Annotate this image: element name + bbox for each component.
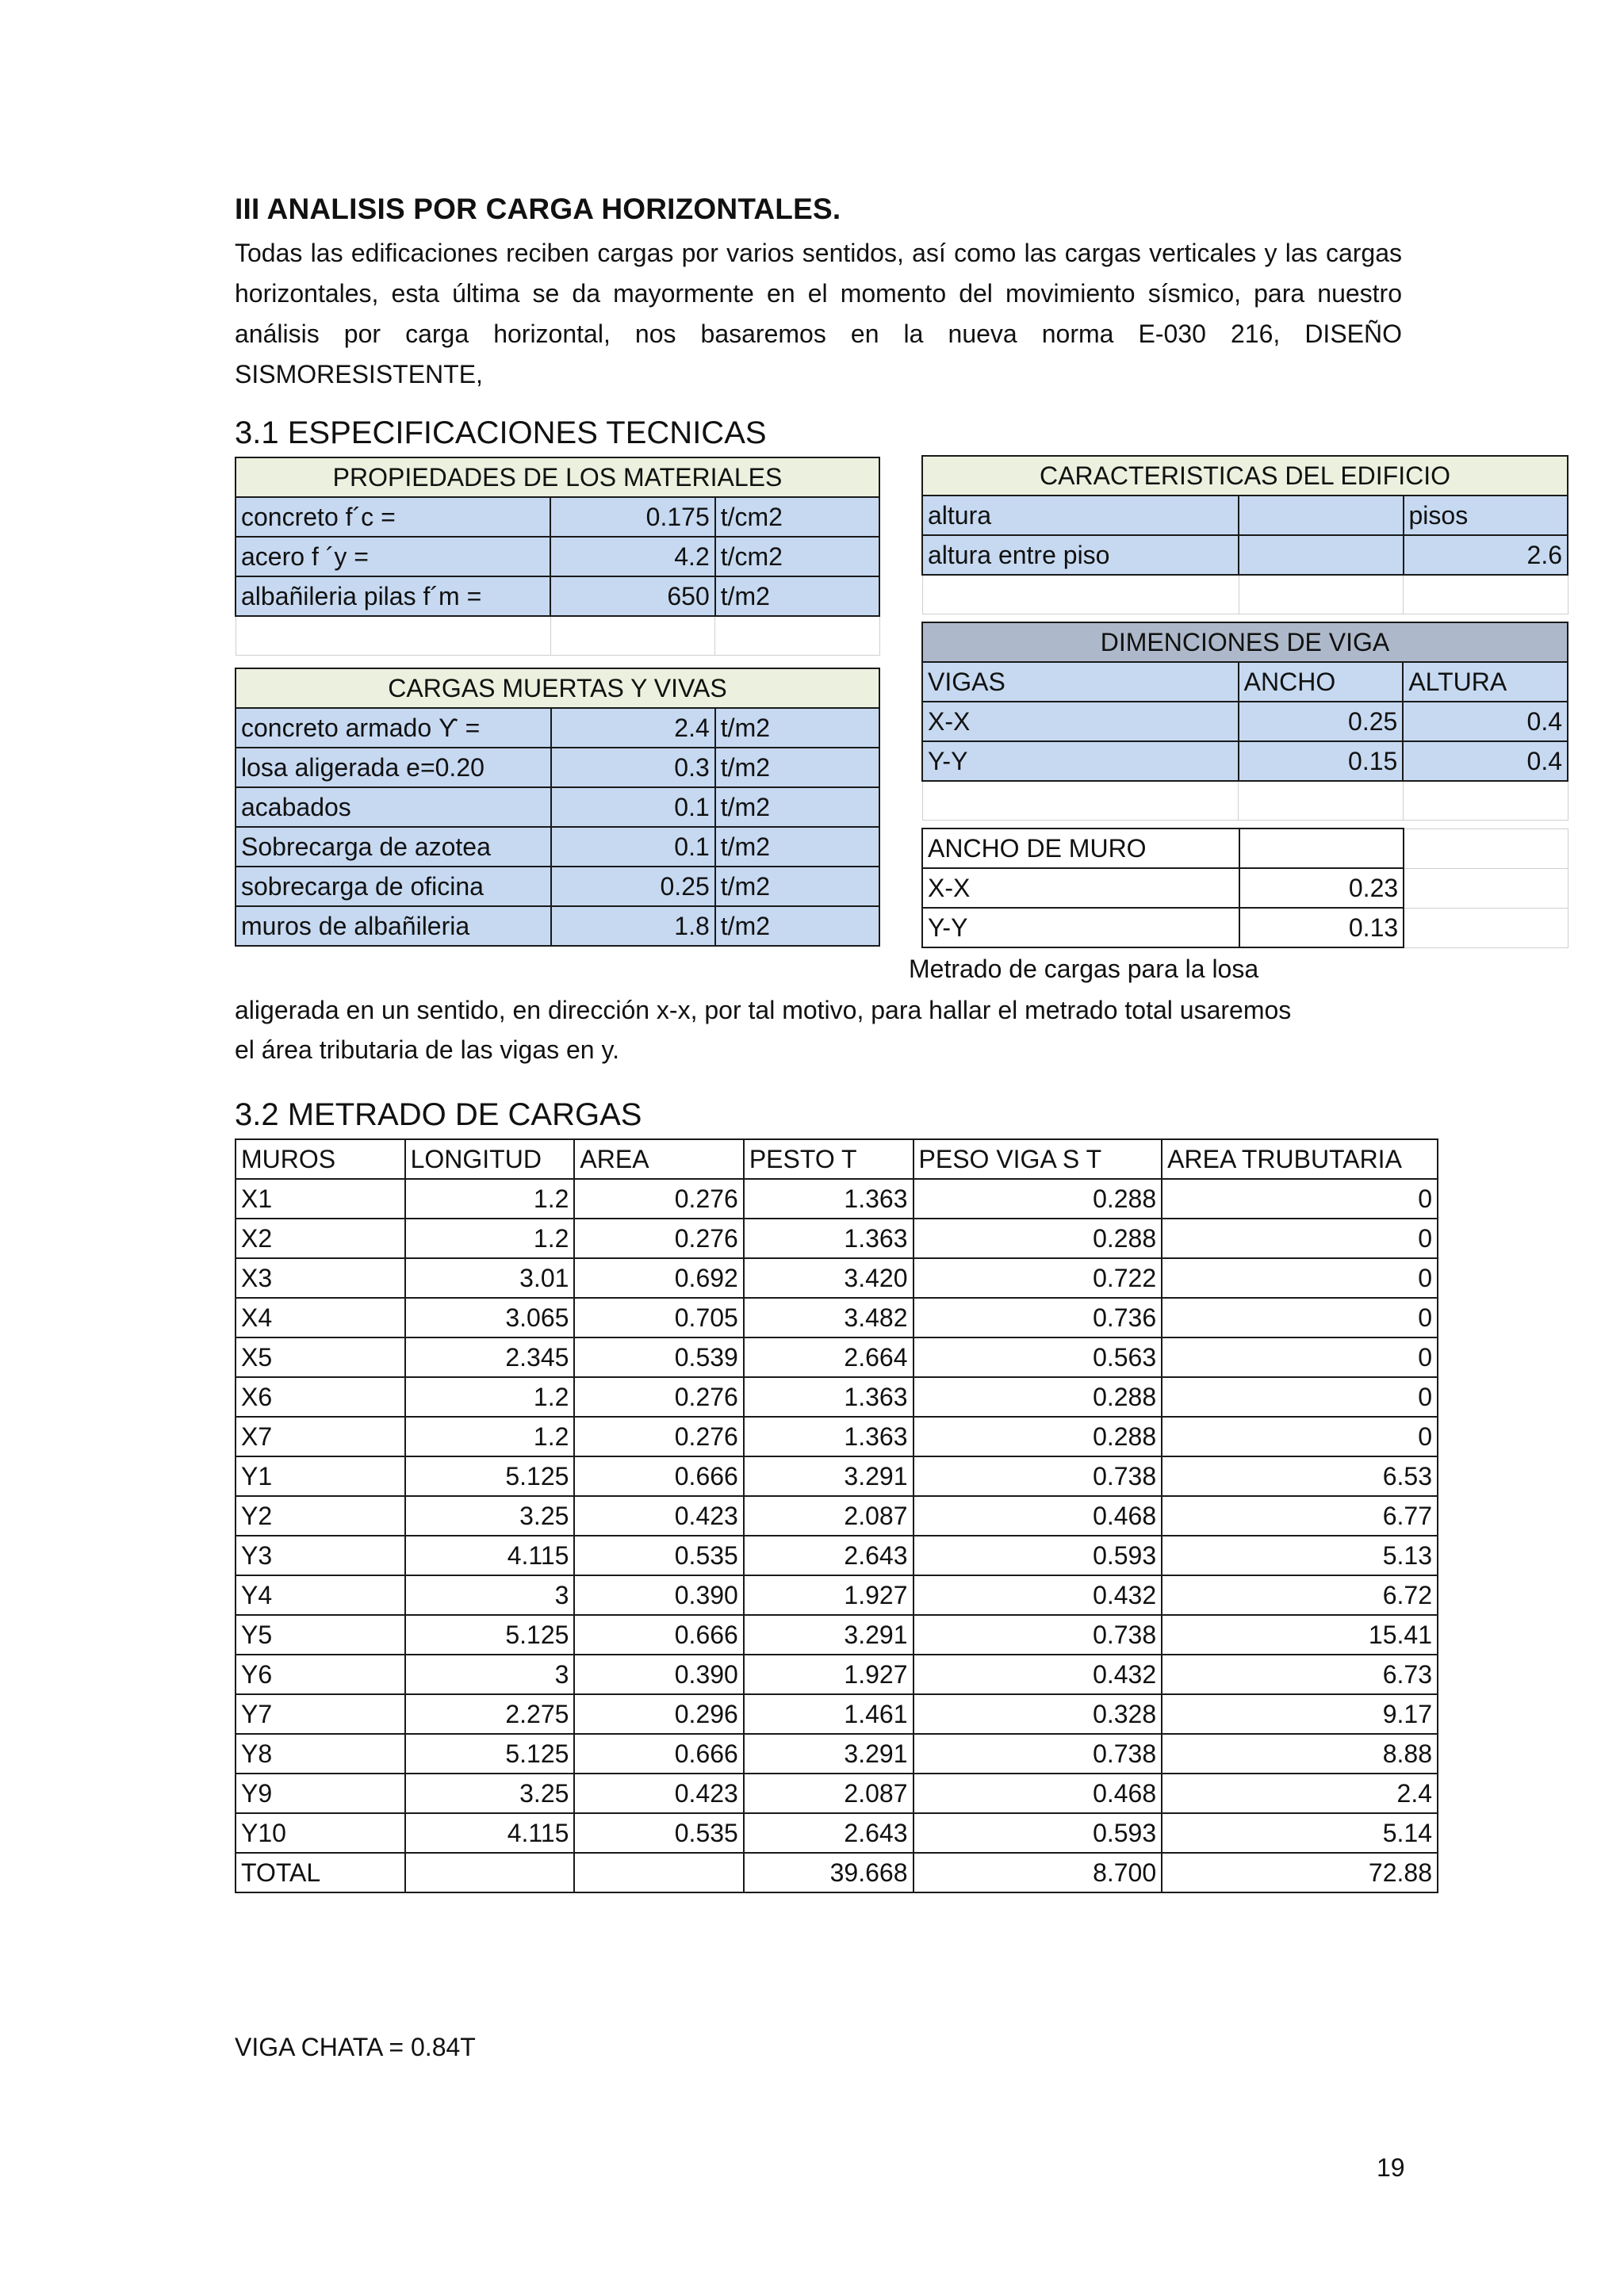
beam-height: 0.4 <box>1403 702 1568 741</box>
metrado-cell: 6.77 <box>1162 1496 1438 1536</box>
load-unit: t/m2 <box>715 827 879 867</box>
beam-height: 0.4 <box>1403 741 1568 781</box>
material-unit: t/m2 <box>715 576 879 616</box>
beam-axis: Y-Y <box>922 741 1239 781</box>
section-1-title: 3.1 ESPECIFICACIONES TECNICAS <box>235 415 767 450</box>
wall-id: Y7 <box>236 1694 405 1734</box>
metrado-cell: 9.17 <box>1162 1694 1438 1734</box>
metrado-cell: 3.482 <box>744 1298 914 1337</box>
metrado-cell: 0 <box>1162 1298 1438 1337</box>
wall-id: X6 <box>236 1377 405 1417</box>
building-value <box>1239 535 1403 575</box>
wall-id: Y6 <box>236 1655 405 1694</box>
metrado-cell: 1.2 <box>405 1219 575 1258</box>
material-label: acero f ´y = <box>236 537 550 576</box>
intro-paragraph: Todas las edificaciones reciben cargas por varios sentidos, así como las cargas verticales y las cargas horizontales, esta última se da mayormente en el momento del movimiento sísmico, para nuestro análisis por carga horizontal, nos basaremos en la nueva norma E-030 216, DISEÑO SISMORESISTENTE, <box>235 239 1402 388</box>
beam-title: DIMENCIONES DE VIGA <box>922 622 1568 662</box>
table-row <box>236 748 879 787</box>
column-header: MUROS <box>236 1139 405 1179</box>
metrado-cell: 4.115 <box>405 1813 575 1853</box>
load-value: 2.4 <box>551 708 715 748</box>
table-row <box>236 1377 1438 1417</box>
total-cell: 8.700 <box>914 1853 1162 1892</box>
metrado-cell: 6.73 <box>1162 1655 1438 1694</box>
metrado-cell: 0.468 <box>914 1496 1162 1536</box>
wall-id: Y9 <box>236 1774 405 1813</box>
load-unit: t/m2 <box>715 906 879 946</box>
metrado-cell: 0.539 <box>574 1337 743 1377</box>
metrado-cell: 2.087 <box>744 1774 914 1813</box>
metrado-cell: 6.72 <box>1162 1575 1438 1615</box>
metrado-cell: 0.722 <box>914 1258 1162 1298</box>
metrado-cell: 3.25 <box>405 1774 575 1813</box>
load-label: Sobrecarga de azotea <box>236 827 551 867</box>
metrado-cell: 3.291 <box>744 1734 914 1774</box>
metrado-cell: 0.535 <box>574 1813 743 1853</box>
total-cell: 72.88 <box>1162 1853 1438 1892</box>
load-unit: t/m2 <box>715 867 879 906</box>
metrado-cell: 0.666 <box>574 1456 743 1496</box>
wall-axis: X-X <box>922 868 1239 908</box>
wall-axis: Y-Y <box>922 908 1239 947</box>
load-label: muros de albañileria <box>236 906 551 946</box>
metrado-cell: 0.296 <box>574 1694 743 1734</box>
table-row <box>922 868 1568 908</box>
table-row <box>236 1575 1438 1615</box>
metrado-cell: 0.276 <box>574 1179 743 1219</box>
load-unit: t/m2 <box>715 787 879 827</box>
material-label: albañileria pilas f´m = <box>236 576 550 616</box>
metrado-cell: 0.423 <box>574 1496 743 1536</box>
metrado-cell: 6.53 <box>1162 1456 1438 1496</box>
material-label: concreto f´c = <box>236 497 550 537</box>
material-unit: t/cm2 <box>715 497 879 537</box>
metrado-cell: 0.593 <box>914 1813 1162 1853</box>
page-number: 19 <box>1377 2153 1405 2182</box>
beam-width: 0.25 <box>1239 702 1404 741</box>
wall-width-value: 0.13 <box>1239 908 1404 947</box>
load-value: 0.25 <box>551 867 715 906</box>
table-row <box>236 827 879 867</box>
total-cell <box>405 1853 575 1892</box>
wall-width-table <box>921 828 1568 948</box>
column-header: AREA <box>574 1139 743 1179</box>
wall-id: X2 <box>236 1219 405 1258</box>
metrado-cell: 3.291 <box>744 1615 914 1655</box>
table-row <box>922 828 1568 868</box>
materials-table <box>235 457 880 656</box>
beam-header: ANCHO <box>1239 662 1404 702</box>
load-value: 0.3 <box>551 748 715 787</box>
wall-id: Y2 <box>236 1496 405 1536</box>
load-value: 0.1 <box>551 787 715 827</box>
table-row <box>236 1456 1438 1496</box>
metrado-cell: 1.363 <box>744 1179 914 1219</box>
metrado-cell: 2.664 <box>744 1337 914 1377</box>
metrado-cell: 0.288 <box>914 1179 1162 1219</box>
metrado-cell: 1.927 <box>744 1655 914 1694</box>
materials-title: PROPIEDADES DE LOS MATERIALES <box>236 457 879 497</box>
table-row <box>236 1179 1438 1219</box>
metrado-cell: 0.705 <box>574 1298 743 1337</box>
table-row <box>236 1417 1438 1456</box>
load-unit: t/m2 <box>715 708 879 748</box>
metrado-cell: 0.738 <box>914 1456 1162 1496</box>
section-heading: III ANALISIS POR CARGA HORIZONTALES. <box>235 193 841 225</box>
building-label: altura entre piso <box>922 535 1239 575</box>
table-row <box>922 702 1568 741</box>
load-value: 0.1 <box>551 827 715 867</box>
wall-id: Y1 <box>236 1456 405 1496</box>
building-title: CARACTERISTICAS DEL EDIFICIO <box>922 456 1568 496</box>
metrado-cell: 3.065 <box>405 1298 575 1337</box>
metrado-cell: 2.643 <box>744 1813 914 1853</box>
metrado-cell: 0 <box>1162 1377 1438 1417</box>
note-line-2: aligerada en un sentido, en dirección x-x, por tal motivo, para hallar el metrado total usaremos <box>235 996 1292 1024</box>
table-row <box>922 662 1568 702</box>
metrado-cell: 0 <box>1162 1417 1438 1456</box>
material-value: 0.175 <box>550 497 714 537</box>
loads-table <box>235 668 880 947</box>
metrado-cell: 0.328 <box>914 1694 1162 1734</box>
wall-id: X5 <box>236 1337 405 1377</box>
total-cell: 39.668 <box>744 1853 914 1892</box>
metrado-header-row <box>236 1139 1438 1179</box>
table-row <box>236 787 879 827</box>
metrado-cell: 15.41 <box>1162 1615 1438 1655</box>
metrado-cell: 3.291 <box>744 1456 914 1496</box>
wall-id: Y4 <box>236 1575 405 1615</box>
metrado-cell: 3 <box>405 1575 575 1615</box>
building-table <box>921 455 1568 614</box>
building-unit: pisos <box>1404 496 1568 535</box>
metrado-cell: 5.125 <box>405 1615 575 1655</box>
metrado-cell: 3.01 <box>405 1258 575 1298</box>
table-row <box>236 1615 1438 1655</box>
metrado-cell: 5.125 <box>405 1734 575 1774</box>
metrado-cell: 2.643 <box>744 1536 914 1575</box>
table-row <box>236 1813 1438 1853</box>
column-header: AREA TRUBUTARIA <box>1162 1139 1438 1179</box>
metrado-cell: 1.927 <box>744 1575 914 1615</box>
table-row <box>236 576 879 616</box>
section-2-title: 3.2 METRADO DE CARGAS <box>235 1097 642 1132</box>
wall-id: Y8 <box>236 1734 405 1774</box>
table-row <box>922 741 1568 781</box>
building-label: altura <box>922 496 1239 535</box>
wall-id: Y10 <box>236 1813 405 1853</box>
wall-id: X3 <box>236 1258 405 1298</box>
metrado-cell: 4.115 <box>405 1536 575 1575</box>
metrado-cell: 1.2 <box>405 1179 575 1219</box>
metrado-cell: 0 <box>1162 1179 1438 1219</box>
metrado-cell: 3.420 <box>744 1258 914 1298</box>
metrado-cell: 5.13 <box>1162 1536 1438 1575</box>
metrado-cell: 3.25 <box>405 1496 575 1536</box>
metrado-cell: 1.461 <box>744 1694 914 1734</box>
load-unit: t/m2 <box>715 748 879 787</box>
metrado-cell: 1.363 <box>744 1219 914 1258</box>
total-cell <box>574 1853 743 1892</box>
metrado-cell: 0.468 <box>914 1774 1162 1813</box>
beam-axis: X-X <box>922 702 1239 741</box>
metrado-cell: 0.288 <box>914 1377 1162 1417</box>
table-row <box>922 496 1568 535</box>
metrado-cell: 5.125 <box>405 1456 575 1496</box>
metrado-cell: 0.738 <box>914 1615 1162 1655</box>
metrado-cell: 0.288 <box>914 1219 1162 1258</box>
wall-id: Y5 <box>236 1615 405 1655</box>
building-unit: 2.6 <box>1404 535 1568 575</box>
metrado-cell: 3 <box>405 1655 575 1694</box>
column-header: PESO VIGA S T <box>914 1139 1162 1179</box>
wall-id: X7 <box>236 1417 405 1456</box>
material-value: 4.2 <box>550 537 714 576</box>
metrado-cell: 8.88 <box>1162 1734 1438 1774</box>
metrado-cell: 0.423 <box>574 1774 743 1813</box>
table-row <box>236 497 879 537</box>
table-row <box>236 1694 1438 1734</box>
metrado-cell: 2.275 <box>405 1694 575 1734</box>
metrado-cell: 2.4 <box>1162 1774 1438 1813</box>
metrado-cell: 1.2 <box>405 1417 575 1456</box>
table-row <box>922 908 1568 947</box>
loads-title: CARGAS MUERTAS Y VIVAS <box>236 668 879 708</box>
wall-id: X4 <box>236 1298 405 1337</box>
metrado-cell: 0.390 <box>574 1655 743 1694</box>
metrado-cell: 0.593 <box>914 1536 1162 1575</box>
metrado-cell: 0.432 <box>914 1575 1162 1615</box>
table-row <box>922 535 1568 575</box>
table-row <box>236 1734 1438 1774</box>
load-value: 1.8 <box>551 906 715 946</box>
table-row <box>236 537 879 576</box>
table-row <box>236 708 879 748</box>
wall-width-value: 0.23 <box>1239 868 1404 908</box>
metrado-cell: 2.345 <box>405 1337 575 1377</box>
viga-chata-note: VIGA CHATA = 0.84T <box>235 2033 476 2061</box>
beam-header: VIGAS <box>922 662 1239 702</box>
table-row <box>236 1337 1438 1377</box>
metrado-cell: 0.288 <box>914 1417 1162 1456</box>
metrado-cell: 0.738 <box>914 1734 1162 1774</box>
table-row <box>236 1219 1438 1258</box>
load-label: acabados <box>236 787 551 827</box>
building-value <box>1239 496 1403 535</box>
note-line-3: el área tributaria de las vigas en y. <box>235 1035 619 1064</box>
beam-width: 0.15 <box>1239 741 1404 781</box>
metrado-cell: 0 <box>1162 1219 1438 1258</box>
wall-id: Y3 <box>236 1536 405 1575</box>
table-row <box>236 1655 1438 1694</box>
metrado-total-row <box>236 1853 1438 1892</box>
beam-table <box>921 622 1568 821</box>
metrado-cell: 1.363 <box>744 1417 914 1456</box>
metrado-cell: 0.692 <box>574 1258 743 1298</box>
table-row <box>236 1496 1438 1536</box>
metrado-cell: 0.276 <box>574 1219 743 1258</box>
metrado-cell: 0.390 <box>574 1575 743 1615</box>
metrado-cell: 0.666 <box>574 1734 743 1774</box>
note-line-1: Metrado de cargas para la losa <box>909 955 1259 983</box>
beam-header: ALTURA <box>1403 662 1568 702</box>
metrado-cell: 0.432 <box>914 1655 1162 1694</box>
load-label: losa aligerada e=0.20 <box>236 748 551 787</box>
metrado-cell: 1.2 <box>405 1377 575 1417</box>
metrado-cell: 0 <box>1162 1337 1438 1377</box>
metrado-cell: 2.087 <box>744 1496 914 1536</box>
metrado-table <box>235 1138 1438 1893</box>
table-row <box>236 1258 1438 1298</box>
table-row <box>236 867 879 906</box>
metrado-cell: 0.535 <box>574 1536 743 1575</box>
load-label: sobrecarga de oficina <box>236 867 551 906</box>
table-row <box>236 906 879 946</box>
total-label: TOTAL <box>236 1853 405 1892</box>
metrado-cell: 5.14 <box>1162 1813 1438 1853</box>
metrado-cell: 0.276 <box>574 1377 743 1417</box>
wall-width-title: ANCHO DE MURO <box>922 828 1239 868</box>
table-row <box>236 1298 1438 1337</box>
table-row <box>236 1774 1438 1813</box>
metrado-cell: 1.363 <box>744 1377 914 1417</box>
metrado-cell: 0.666 <box>574 1615 743 1655</box>
metrado-cell: 0.736 <box>914 1298 1162 1337</box>
metrado-cell: 0.563 <box>914 1337 1162 1377</box>
column-header: LONGITUD <box>405 1139 575 1179</box>
wall-id: X1 <box>236 1179 405 1219</box>
load-label: concreto armado ϒ = <box>236 708 551 748</box>
material-value: 650 <box>550 576 714 616</box>
metrado-cell: 0.276 <box>574 1417 743 1456</box>
table-row <box>236 1536 1438 1575</box>
column-header: PESTO T <box>744 1139 914 1179</box>
metrado-cell: 0 <box>1162 1258 1438 1298</box>
material-unit: t/cm2 <box>715 537 879 576</box>
